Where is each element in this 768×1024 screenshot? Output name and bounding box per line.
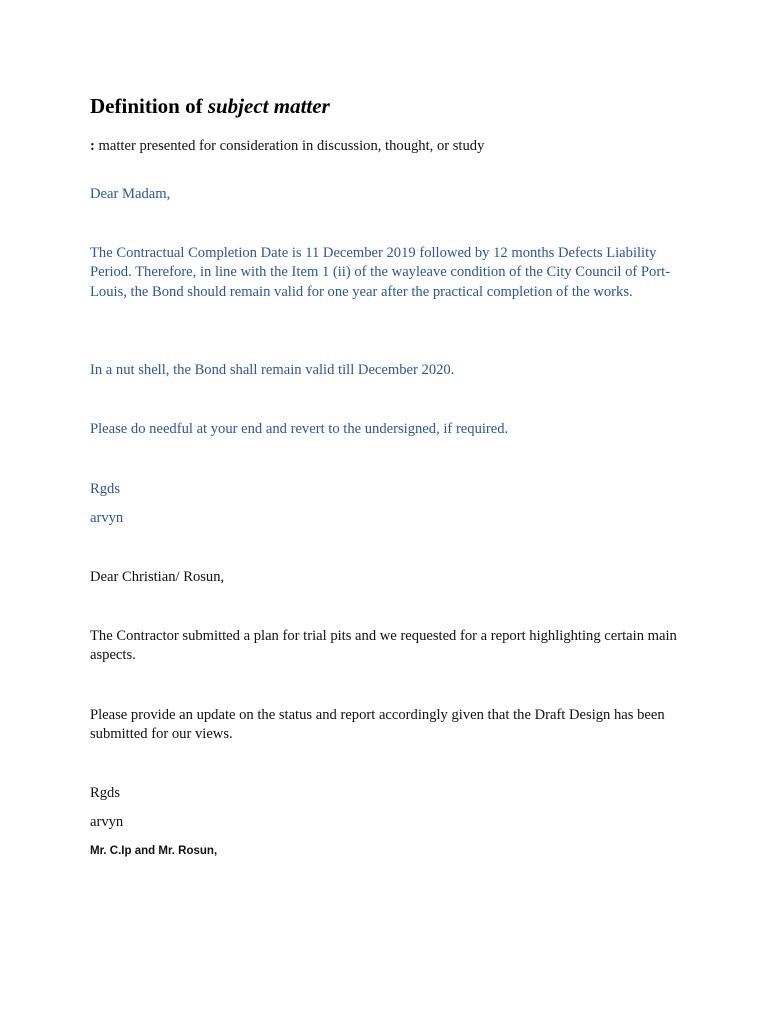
letter1-signature: arvyn [90, 510, 124, 526]
definition-text: matter presented for consideration in discussion, thought, or study [94, 138, 485, 154]
letter2-paragraph2: Please provide an update on the status and report accordingly given that the Draft Design has been submitted for our views. [90, 707, 665, 743]
letter1-salutation: Dear Madam, [90, 186, 171, 202]
letter2-closing: Rgds [90, 785, 121, 801]
definition-line [90, 137, 690, 156]
letter2-signature: arvyn [90, 814, 124, 830]
title-prefix: Definition of [90, 94, 208, 118]
definition-colon: : [90, 138, 95, 154]
title-emphasis: subject matter [207, 94, 330, 118]
letter1-paragraph1: The Contractual Completion Date is 11 December 2019 followed by 12 months Defects Liability Period. Therefore, in line with the Item 1 (ii) of the wayleave condition of the City Council of Port-Louis, the Bond should remain valid for one year after the practical completion of the works. [90, 245, 671, 300]
letter2-salutation: Dear Christian/ Rosun, [90, 569, 225, 585]
page-title [90, 93, 690, 119]
letter1-paragraph2: In a nut shell, the Bond shall remain valid till December 2020. [90, 362, 455, 378]
letter1-closing: Rgds [90, 481, 121, 497]
letter3-salutation: Mr. C.Ip and Mr. Rosun, [90, 845, 218, 857]
letter1-paragraph3: Please do needful at your end and revert to the undersigned, if required. [90, 421, 509, 437]
letter2-paragraph1: The Contractor submitted a plan for trial pits and we requested for a report highlighting certain main aspects. [90, 628, 677, 664]
